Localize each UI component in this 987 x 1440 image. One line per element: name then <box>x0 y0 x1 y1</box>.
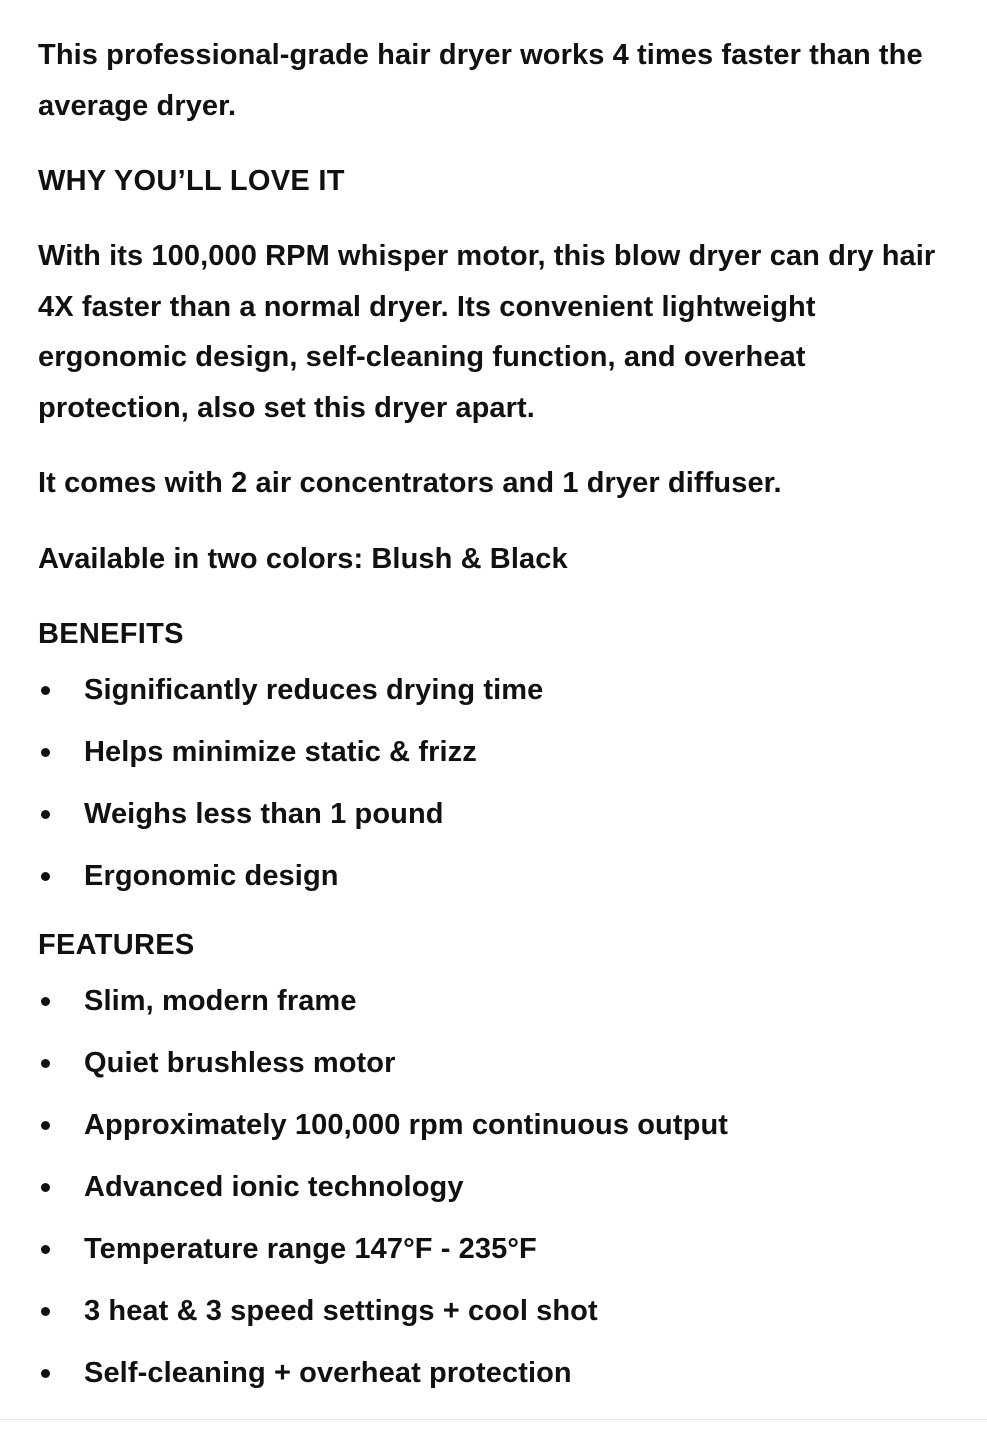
benefit-text: Weighs less than 1 pound <box>84 798 444 830</box>
list-item <box>38 1032 958 1094</box>
bullet-icon <box>41 810 50 819</box>
list-item <box>38 970 958 1032</box>
bottom-divider <box>0 1419 987 1420</box>
list-item <box>38 1094 958 1156</box>
bullet-icon <box>41 1245 50 1254</box>
intro-paragraph: This professional-grade hair dryer works 4 times faster than the average dryer. <box>38 39 923 122</box>
features-heading: FEATURES <box>38 929 195 961</box>
why-love-paragraph: With its 100,000 RPM whisper motor, this blow dryer can dry hair 4X faster than a normal dryer. Its convenient lightweight ergonomic design, self-cleaning function, and overheat protection, also set this dryer apart. <box>38 240 936 424</box>
feature-text: Temperature range 147°F - 235°F <box>84 1233 537 1265</box>
bullet-icon <box>41 1369 50 1378</box>
feature-text: Quiet brushless motor <box>84 1047 396 1079</box>
bullet-icon <box>41 997 50 1006</box>
why-love-heading: WHY YOU’LL LOVE IT <box>38 165 345 197</box>
colors-paragraph: Available in two colors: Blush & Black <box>38 542 568 575</box>
bullet-icon <box>41 686 50 695</box>
product-description <box>38 30 958 1404</box>
list-item <box>38 1218 958 1280</box>
bullet-icon <box>41 1121 50 1130</box>
feature-text: Self-cleaning + overheat protection <box>84 1357 572 1389</box>
feature-text: Slim, modern frame <box>84 985 357 1017</box>
bullet-icon <box>41 1059 50 1068</box>
list-item <box>38 1280 958 1342</box>
features-list <box>38 970 958 1404</box>
benefits-heading: BENEFITS <box>38 618 184 650</box>
list-item <box>38 1156 958 1218</box>
benefits-list <box>38 659 958 907</box>
bullet-icon <box>41 1183 50 1192</box>
list-item <box>38 783 958 845</box>
accessories-paragraph: It comes with 2 air concentrators and 1 dryer diffuser. <box>38 467 782 499</box>
feature-text: 3 heat & 3 speed settings + cool shot <box>84 1295 598 1327</box>
bullet-icon <box>41 1307 50 1316</box>
bullet-icon <box>41 748 50 757</box>
list-item <box>38 659 958 721</box>
benefit-text: Ergonomic design <box>84 860 339 892</box>
list-item <box>38 721 958 783</box>
list-item <box>38 1342 958 1404</box>
benefit-text: Significantly reduces drying time <box>84 674 544 706</box>
benefit-text: Helps minimize static & frizz <box>84 736 477 768</box>
feature-text: Advanced ionic technology <box>84 1171 464 1203</box>
list-item <box>38 845 958 907</box>
feature-text: Approximately 100,000 rpm continuous output <box>84 1109 729 1141</box>
bullet-icon <box>41 872 50 881</box>
